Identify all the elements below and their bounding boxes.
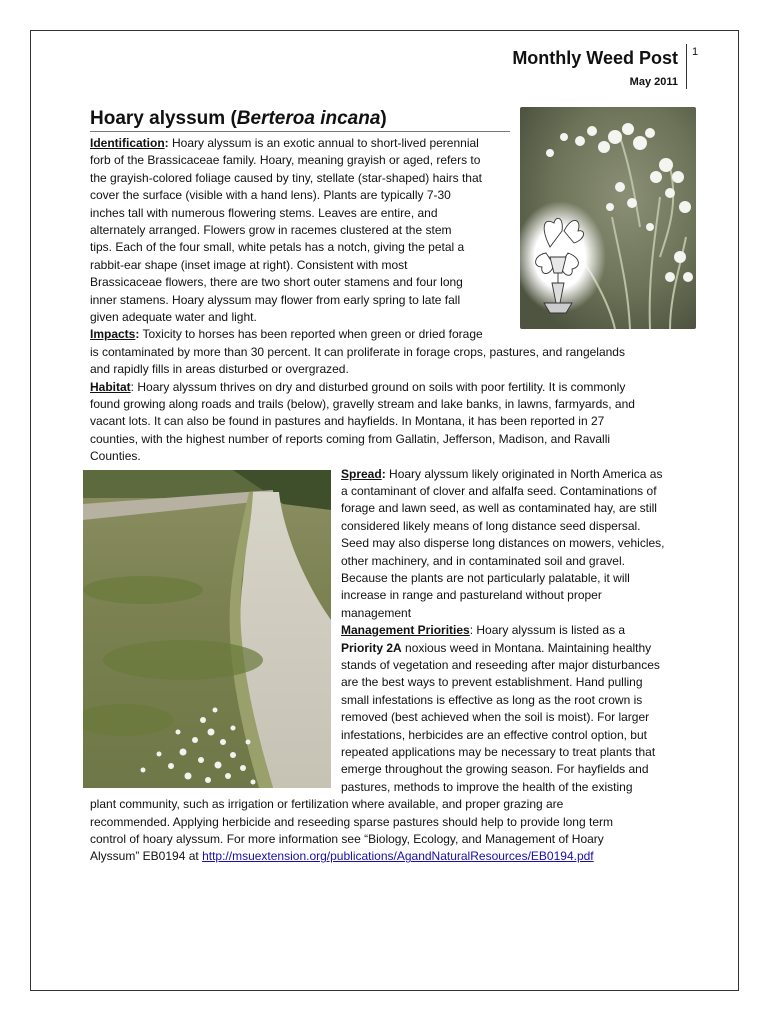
habitat-line-4: counties, with the highest number of reports coming from Gallatin, Jefferson, Madison, and Ravalli <box>90 431 611 446</box>
identification-line-9: Brassicaceae flowers, there are two short outer stamens and four long <box>90 275 463 290</box>
spread-line-8: increase in range and pastureland without proper <box>341 588 602 603</box>
management-line-14 <box>90 849 594 863</box>
management-line-1 <box>341 623 625 637</box>
impacts-text-1: Toxicity to horses has been reported when green or dried forage <box>139 327 483 342</box>
impacts-line-1 <box>90 327 483 341</box>
impacts-line-2: is contaminated by more than 30 percent. It can proliferate in forage crops, pastures, and rangelands <box>90 344 625 359</box>
habitat-line-1 <box>90 380 625 394</box>
eb0194-link[interactable]: http://msuextension.org/publications/AgandNaturalResources/EB0194.pdf <box>202 849 594 864</box>
spread-text-1: Hoary alyssum likely originated in North America as <box>385 466 663 481</box>
spread-line-7: Because the plants are not particularly palatable, it will <box>341 571 630 585</box>
management-colon: : <box>469 623 474 638</box>
newsletter-title: Monthly Weed Post <box>512 48 678 68</box>
newsletter-date: May 2011 <box>629 76 678 88</box>
management-line-6: removed (best achieved when the soil is moist). For larger <box>341 710 650 725</box>
management-line-4: are the best ways to prevent establishment. Hand pulling <box>341 675 643 690</box>
identification-line-3: the grayish-colored foliage caused by tiny, stellate (star-shaped) hairs that <box>90 170 482 185</box>
identification-line-10: inner stamens. Hoary alyssum may flower from early spring to late fall <box>90 292 461 307</box>
spread-line-1 <box>341 467 662 481</box>
management-line-13: control of hoary alyssum. For more information see “Biology, Ecology, and Management of Hoary <box>90 832 604 846</box>
impacts-line-3: and rapidly fills in areas disturbed or overgrazed. <box>90 362 349 377</box>
identification-text-1: Hoary alyssum is an exotic annual to short-lived perennial <box>168 136 479 150</box>
management-line-3: stands of vegetation and reseeding after major disturbances <box>341 658 660 672</box>
habitat-line-5: Counties. <box>90 449 141 464</box>
management-heading: Management Priorities <box>341 623 470 638</box>
habitat-line-3: vacant lots. It can also be found in pastures and hayfields. In Montana, it has been reported in 27 <box>90 414 605 429</box>
spread-line-6: other machinery, and in contaminated soil and gravel. <box>341 553 625 568</box>
priority-label: Priority 2A <box>341 640 402 655</box>
page-number: 1 <box>692 46 699 58</box>
article-title <box>90 108 387 130</box>
impacts-heading: Impacts <box>90 327 136 342</box>
management-line-12: recommended. Applying herbicide and reseeding sparse pastures should help to provide long term <box>90 814 613 829</box>
title-underline <box>90 131 510 132</box>
header-divider <box>686 44 687 89</box>
management-line-10: pastures, methods to improve the health of the existing <box>341 779 633 794</box>
management-line-8: repeated applications may be necessary to treat plants that <box>341 745 656 759</box>
trail-infestation-photo <box>83 470 331 788</box>
identification-line-11: given adequate water and light. <box>90 310 257 324</box>
habitat-heading: Habitat <box>90 379 131 394</box>
spread-line-3: forage and lawn seed, as well as contaminated hay, are still <box>341 501 657 516</box>
spread-line-5: Seed may also disperse long distances on mowers, vehicles, <box>341 536 665 551</box>
identification-colon: : <box>164 136 169 150</box>
title-common-name: Hoary alyssum ( <box>90 108 237 129</box>
identification-line-6: alternately arranged. Flowers grow in racemes clustered at the stem <box>90 223 452 237</box>
management-line-7: infestations, herbicides are an effective control option, but <box>341 727 647 742</box>
habitat-colon: : <box>130 379 135 394</box>
identification-line-2: forb of the Brassicaceae family. Hoary, meaning grayish or aged, refers to <box>90 153 481 168</box>
management-line-2 <box>341 641 651 655</box>
hoary-alyssum-flower-photo <box>520 107 696 329</box>
spread-line-2: a contaminant of clover and alfalfa seed. Contaminations of <box>341 484 657 498</box>
identification-line-7: tips. Each of the four small, white petals has a notch, giving the petal a <box>90 240 465 255</box>
identification-heading: Identification <box>90 136 165 150</box>
identification-line-1 <box>90 136 479 150</box>
spread-colon: : <box>381 466 386 481</box>
priority-text: noxious weed in Montana. Maintaining healthy <box>401 640 652 655</box>
impacts-colon: : <box>135 327 140 342</box>
spread-heading: Spread <box>341 466 382 481</box>
spread-line-9: management <box>341 605 412 620</box>
management-line-5: small infestations is effective as long as the root crown is <box>341 692 643 707</box>
reference-text: Alyssum” EB0194 at <box>90 849 203 864</box>
identification-line-4: cover the surface (visible with a hand lens). Plants are typically 7-30 <box>90 188 451 203</box>
habitat-text-1: Hoary alyssum thrives on dry and disturbed ground on soils with poor fertility. It is commonly <box>134 379 626 394</box>
spread-line-4: considered likely means of long distance seed dispersal. <box>341 518 641 533</box>
title-scientific-name: Berteroa incana <box>236 108 381 129</box>
habitat-line-2: found growing along roads and trails (below), gravelly stream and lake banks, in lawns, farmyards, and <box>90 397 635 411</box>
identification-line-5: inches tall with numerous flowering stems. Leaves are entire, and <box>90 205 438 220</box>
identification-line-8: rabbit-ear shape (inset image at right). Consistent with most <box>90 257 408 272</box>
management-text-1: Hoary alyssum is listed as a <box>473 623 626 638</box>
management-line-11: plant community, such as irrigation or fertilization where available, and proper grazing are <box>90 797 564 812</box>
management-line-9: emerge throughout the growing season. For hayfields and <box>341 762 649 777</box>
title-close: ) <box>380 108 387 129</box>
